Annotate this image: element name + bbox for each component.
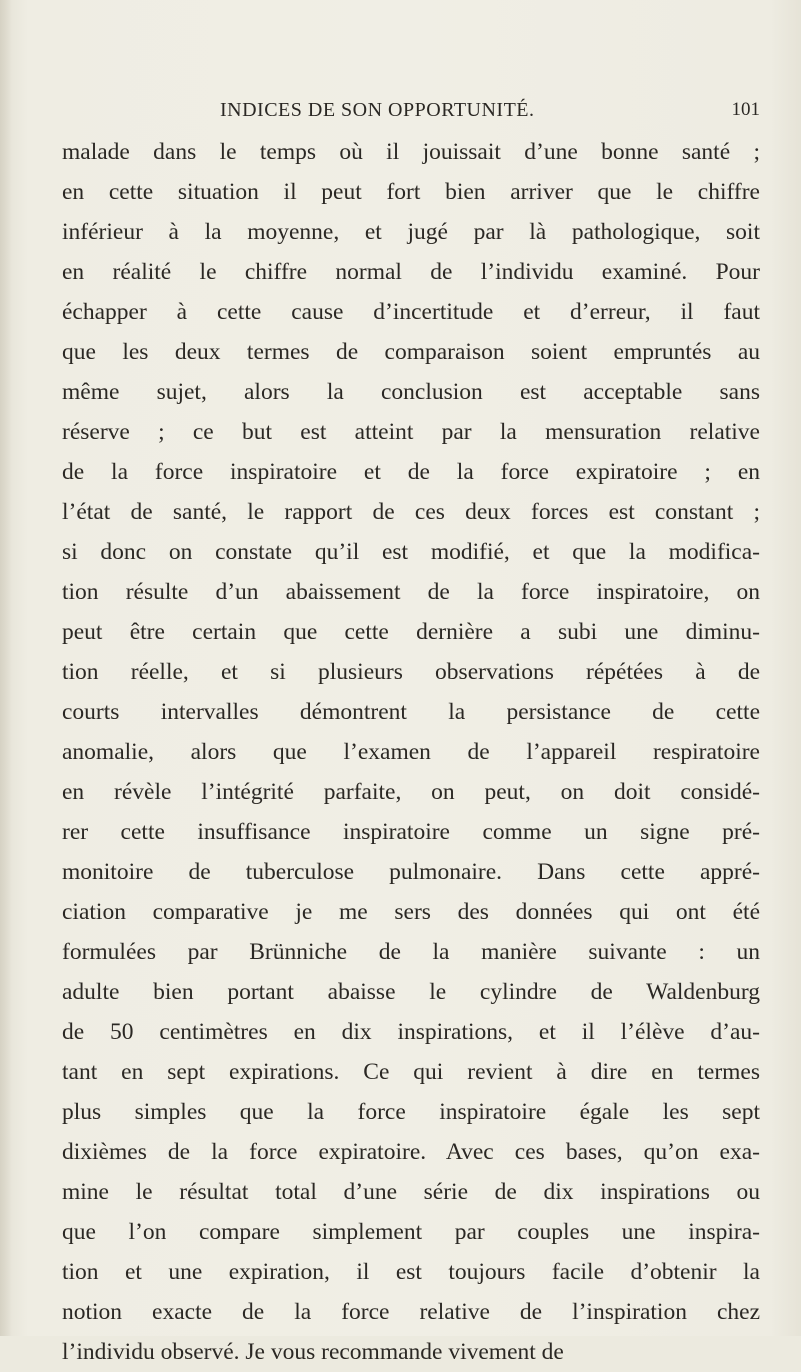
text-line: échapper à cette cause d’incertitude et d’erreur, il faut bbox=[62, 299, 760, 325]
text-line: de 50 centimètres en dix inspirations, et il l’élève d’au- bbox=[62, 1019, 760, 1045]
text-line: en réalité le chiffre normal de l’individu examiné. Pour bbox=[62, 259, 760, 285]
text-line: peut être certain que cette dernière a subi une diminu- bbox=[62, 619, 760, 645]
running-title: INDICES DE SON OPPORTUNITÉ. bbox=[220, 99, 535, 121]
text-line: tion et une expiration, il est toujours facile d’obtenir la bbox=[62, 1259, 760, 1285]
text-line: l’état de santé, le rapport de ces deux forces est constant ; bbox=[62, 499, 760, 525]
text-line: adulte bien portant abaisse le cylindre de Waldenburg bbox=[62, 979, 760, 1005]
text-line: courts intervalles démontrent la persistance de cette bbox=[62, 699, 760, 725]
body-text bbox=[62, 132, 760, 1372]
text-line: réserve ; ce but est atteint par la mensuration relative bbox=[62, 419, 760, 445]
page-header bbox=[220, 99, 760, 129]
text-line: si donc on constate qu’il est modifié, et que la modifica- bbox=[62, 539, 760, 565]
text-line: l’individu observé. Je vous recommande vivement de bbox=[62, 1339, 564, 1365]
text-line: dixièmes de la force expiratoire. Avec ces bases, qu’on exa- bbox=[62, 1139, 760, 1165]
text-line: que les deux termes de comparaison soient empruntés au bbox=[62, 339, 760, 365]
text-line: tion résulte d’un abaissement de la force inspiratoire, on bbox=[62, 579, 760, 605]
page-gutter-shadow bbox=[0, 0, 12, 1336]
text-line: même sujet, alors la conclusion est acceptable sans bbox=[62, 379, 760, 405]
text-line: anomalie, alors que l’examen de l’appareil respiratoire bbox=[62, 739, 760, 765]
text-line: de la force inspiratoire et de la force expiratoire ; en bbox=[62, 459, 760, 485]
text-line: formulées par Brünniche de la manière suivante : un bbox=[62, 939, 760, 965]
text-line: rer cette insuffisance inspiratoire comme un signe pré- bbox=[62, 819, 760, 845]
text-line: tion réelle, et si plusieurs observations répétées à de bbox=[62, 659, 760, 685]
text-line: tant en sept expirations. Ce qui revient à dire en termes bbox=[62, 1059, 760, 1085]
text-line: en révèle l’intégrité parfaite, on peut, on doit considé- bbox=[62, 779, 760, 805]
text-line: malade dans le temps où il jouissait d’une bonne santé ; bbox=[62, 139, 760, 165]
text-line: mine le résultat total d’une série de dix inspirations ou bbox=[62, 1179, 760, 1205]
text-line: monitoire de tuberculose pulmonaire. Dans cette appré- bbox=[62, 859, 760, 885]
text-line: que l’on compare simplement par couples une inspira- bbox=[62, 1219, 760, 1245]
text-line: ciation comparative je me sers des données qui ont été bbox=[62, 899, 760, 925]
text-line: plus simples que la force inspiratoire égale les sept bbox=[62, 1099, 760, 1125]
page-number: 101 bbox=[731, 99, 760, 120]
text-line: inférieur à la moyenne, et jugé par là pathologique, soit bbox=[62, 219, 760, 245]
text-line: notion exacte de la force relative de l’inspiration chez bbox=[62, 1299, 760, 1325]
text-line: en cette situation il peut fort bien arriver que le chiffre bbox=[62, 179, 760, 205]
